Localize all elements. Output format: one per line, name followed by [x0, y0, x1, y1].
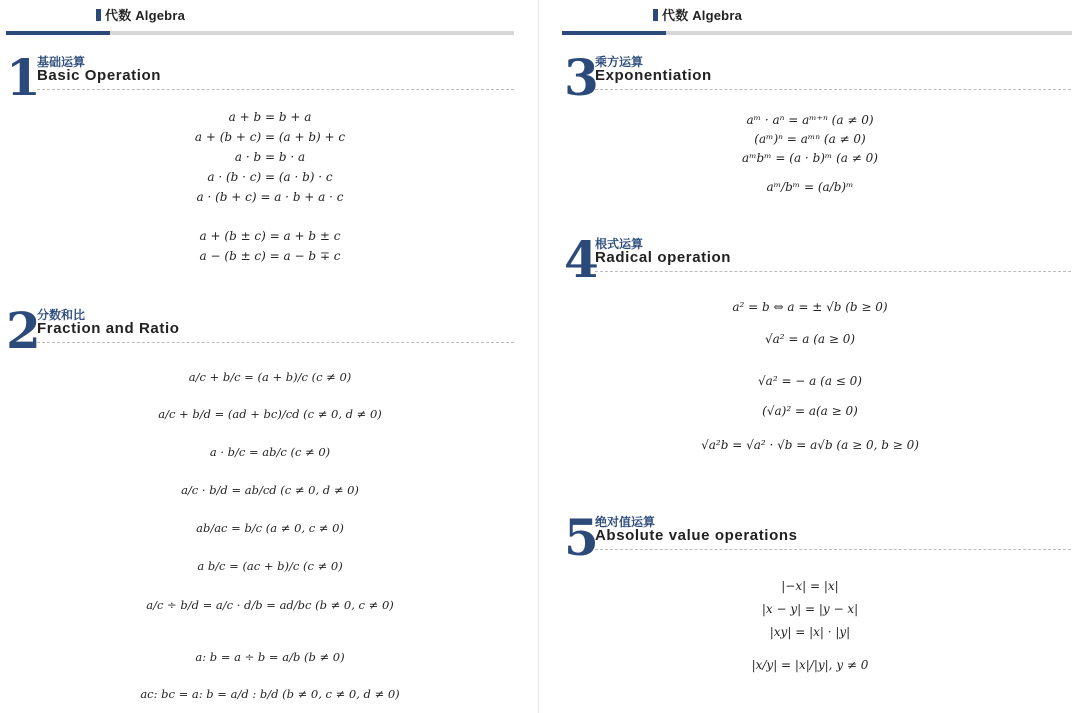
- formula: aᵐ · aⁿ = aᵐ⁺ⁿ (a ≠ 0): [746, 113, 874, 127]
- section-number: 2: [6, 301, 41, 360]
- right-header-rule-accent: [562, 31, 666, 35]
- header-mark-icon: [96, 9, 101, 21]
- section-dashed-rule: [37, 342, 514, 343]
- section-title-en: Exponentiation: [595, 67, 712, 84]
- section-title-cn: 基础运算: [37, 55, 86, 69]
- formula: a · (b · c) = (a · b) · c: [207, 170, 333, 184]
- section-title-cn: 分数和比: [37, 308, 86, 322]
- formula: a: b = a ÷ b = a/b (b ≠ 0): [195, 650, 345, 664]
- section-title-en: Basic Operation: [37, 67, 162, 84]
- section-number: 1: [6, 48, 41, 107]
- section-title-en: Absolute value operations: [595, 527, 798, 544]
- formula: a/c + b/c = (a + b)/c (c ≠ 0): [188, 370, 352, 384]
- section-dashed-rule: [595, 271, 1071, 272]
- right-header: [653, 5, 742, 24]
- formula: a + (b + c) = (a + b) + c: [194, 130, 346, 144]
- formula: ac: bc = a: b = a/d : b/d (b ≠ 0, c ≠ 0, d ≠ 0): [140, 687, 400, 701]
- formula: √a² = − a (a ≤ 0): [758, 374, 862, 388]
- formula: aᵐ/bᵐ = (a/b)ᵐ: [766, 180, 854, 194]
- section-dashed-rule: [595, 89, 1071, 90]
- section-number: 4: [564, 230, 599, 289]
- section-title-cn: 根式运算: [595, 237, 644, 251]
- section-dashed-rule: [595, 549, 1071, 550]
- formula: a − (b ± c) = a − b ∓ c: [199, 249, 341, 263]
- formula: √a² = a (a ≥ 0): [764, 332, 856, 346]
- formula: |xy| = |x| · |y|: [769, 625, 851, 639]
- formula: a/c · b/d = ab/cd (c ≠ 0, d ≠ 0): [181, 483, 359, 497]
- formula: a + (b ± c) = a + b ± c: [199, 229, 341, 243]
- section-title-cn: 绝对值运算: [595, 515, 656, 529]
- formula: |x − y| = |y − x|: [761, 602, 859, 616]
- header-mark-icon: [653, 9, 658, 21]
- left-header: [96, 5, 185, 24]
- right-column: [540, 0, 1080, 713]
- formula: |−x| = |x|: [781, 579, 839, 593]
- right-header-text: 代数 Algebra: [662, 8, 743, 23]
- formula: aᵐbᵐ = (a · b)ᵐ (a ≠ 0): [742, 151, 878, 165]
- formula: a · b = b · a: [234, 150, 306, 164]
- formula: a + b = b + a: [228, 110, 312, 124]
- left-header-rule-accent: [6, 31, 110, 35]
- section-dashed-rule: [37, 89, 514, 90]
- formula: a/c ÷ b/d = a/c · d/b = ad/bc (b ≠ 0, c ≠ 0): [146, 598, 394, 612]
- formula: |x/y| = |x|/|y|, y ≠ 0: [751, 658, 869, 672]
- formula: a² = b ⇔ a = ± √b (b ≥ 0): [732, 300, 888, 314]
- formula: (aᵐ)ⁿ = aᵐⁿ (a ≠ 0): [754, 132, 866, 146]
- left-header-text: 代数 Algebra: [105, 8, 186, 23]
- formula: a · b/c = ab/c (c ≠ 0): [209, 445, 331, 459]
- formula: ab/ac = b/c (a ≠ 0, c ≠ 0): [196, 521, 344, 535]
- formula: a · (b + c) = a · b + a · c: [196, 190, 344, 204]
- section-title-en: Fraction and Ratio: [37, 320, 180, 337]
- formula: (√a)² = a(a ≥ 0): [762, 404, 858, 418]
- section-title-cn: 乘方运算: [595, 55, 644, 69]
- section-number: 5: [564, 508, 599, 567]
- formula: a/c + b/d = (ad + bc)/cd (c ≠ 0, d ≠ 0): [158, 407, 382, 421]
- formula: √a²b = √a² · √b = a√b (a ≥ 0, b ≥ 0): [701, 438, 919, 452]
- section-number: 3: [564, 48, 599, 107]
- formula: a b/c = (ac + b)/c (c ≠ 0): [197, 559, 343, 573]
- section-title-en: Radical operation: [595, 249, 732, 266]
